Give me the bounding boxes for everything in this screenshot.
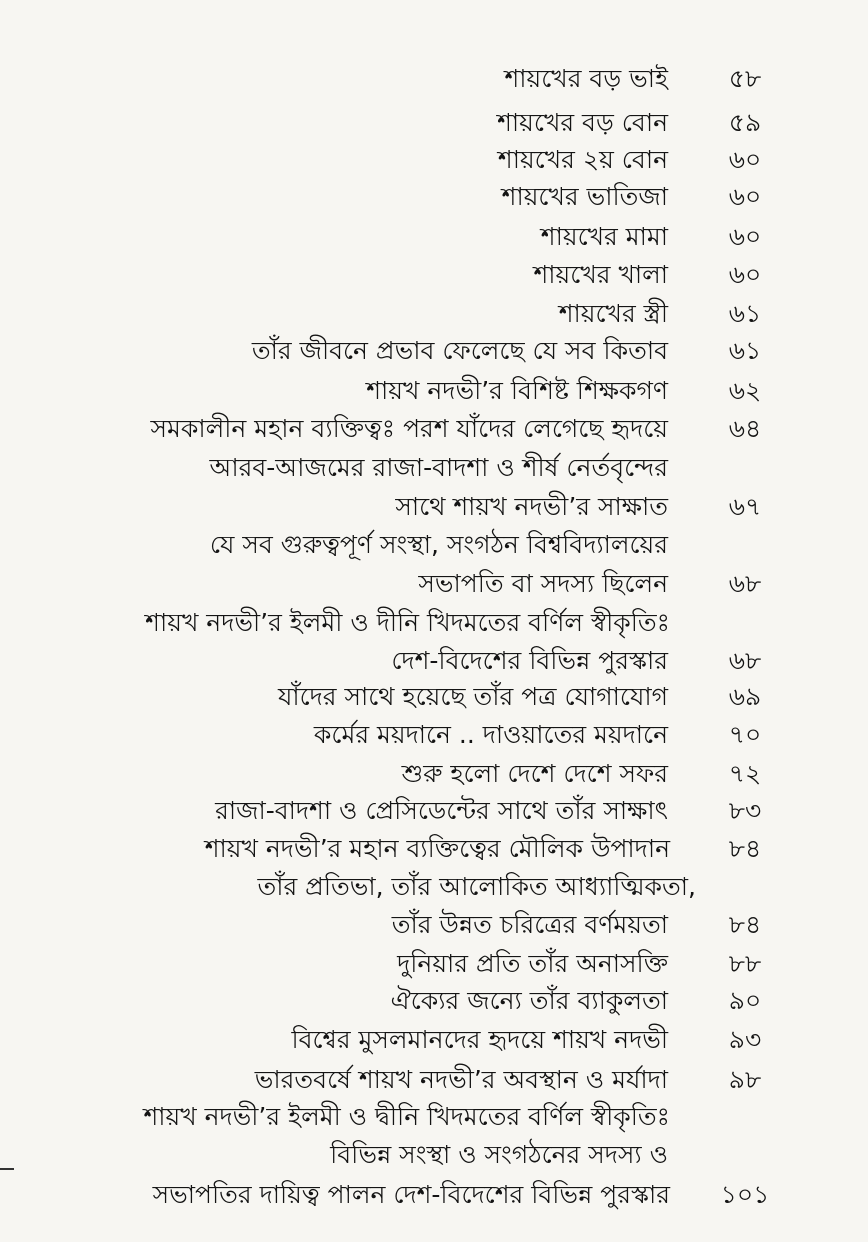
toc-row <box>0 1136 868 1173</box>
toc-title: সমকালীন মহান ব্যক্তিত্বঃ পরশ যাঁদের লেগেছে হৃদয়ে <box>150 414 668 443</box>
toc-page-number: ৬১ <box>728 336 762 365</box>
toc-row <box>0 792 868 829</box>
toc-title: আরব-আজমের রাজা-বাদশা ও শীর্ষ নের্তবৃন্দের <box>209 453 668 482</box>
toc-row <box>0 1098 868 1135</box>
toc-page-number: ৯৩ <box>728 1025 762 1054</box>
toc-page-number: ৫৮ <box>728 64 762 93</box>
toc-row <box>0 868 868 905</box>
toc-row <box>0 565 868 602</box>
toc-page-number: ৭০ <box>728 720 762 749</box>
toc-row <box>0 604 868 641</box>
toc-page-number: ৬৮ <box>728 646 762 675</box>
toc-page-number: ৯৮ <box>728 1065 762 1094</box>
toc-title: শায়খ নদভী’র ইলমী ও দীনি খিদমতের বর্ণিল স্বীকৃতিঃ <box>145 608 670 637</box>
toc-page-number: ৬১ <box>728 299 762 328</box>
toc-row <box>0 678 868 715</box>
toc-title: বিশ্বের মুসলমানদের হৃদয়ে শায়খ নদভী <box>291 1025 668 1054</box>
toc-row <box>0 1061 868 1098</box>
toc-page-number: ৬৮ <box>728 569 762 598</box>
toc-row <box>0 178 868 215</box>
toc-title: তাঁর জীবনে প্রভাব ফেলেছে যে সব কিতাব <box>251 336 668 365</box>
toc-page-number: ১০১ <box>720 1180 770 1209</box>
toc-row <box>0 716 868 753</box>
toc-title: শায়খ নদভী’র ইলমী ও দ্বীনি খিদমতের বর্ণিল স্বীকৃতিঃ <box>143 1102 670 1131</box>
toc-row <box>0 526 868 563</box>
toc-title: শায়খের বড় ভাই <box>504 64 668 93</box>
toc-title: সভাপতির দায়িত্ব পালন দেশ-বিদেশের বিভিন্ন পুরস্কার <box>152 1180 670 1209</box>
toc-row <box>0 410 868 447</box>
toc-row <box>0 488 868 525</box>
toc-page-number: ৬২ <box>728 376 762 405</box>
toc-page-number: ৬০ <box>728 260 762 289</box>
toc-page-number: ৮৮ <box>728 949 762 978</box>
toc-title: শায়খ নদভী’র মহান ব্যক্তিত্বের মৌলিক উপাদান <box>204 834 670 863</box>
toc-row <box>0 141 868 178</box>
toc-row <box>0 256 868 293</box>
toc-row <box>0 218 868 255</box>
toc-row <box>0 449 868 486</box>
toc-title: ঐক্যের জন্যে তাঁর ব্যাকুলতা <box>390 986 668 1015</box>
toc-row <box>0 104 868 141</box>
toc-title: দেশ-বিদেশের বিভিন্ন পুরস্কার <box>391 646 668 675</box>
toc-title: শায়খের ভাতিজা <box>501 182 668 211</box>
toc-page-number: ৮৪ <box>728 834 762 863</box>
toc-title: শায়খের খালা <box>533 260 668 289</box>
margin-mark <box>0 1168 14 1170</box>
toc-title: শায়খের ২য় বোন <box>497 145 668 174</box>
toc-title: দুনিয়ার প্রতি তাঁর অনাসক্তি <box>397 949 668 978</box>
toc-page-number: ৫৯ <box>728 108 762 137</box>
toc-title: যে সব গুরুত্বপূর্ণ সংস্থা, সংগঠন বিশ্ববিদ্যালয়ের <box>209 530 668 559</box>
toc-title: তাঁর প্রতিভা, তাঁর আলোকিত আধ্যাত্মিকতা, <box>257 872 696 901</box>
toc-row <box>0 945 868 982</box>
toc-page-number: ৮৩ <box>728 796 762 825</box>
toc-title: সভাপতি বা সদস্য ছিলেন <box>418 569 668 598</box>
toc-row <box>0 906 868 943</box>
toc-page-number: ৬৭ <box>728 492 762 521</box>
toc-title: তাঁর উন্নত চরিত্রের বর্ণময়তা <box>391 910 668 939</box>
toc-title: কর্মের ময়দানে .. দাওয়াতের ময়দানে <box>313 720 668 749</box>
toc-title: বিভিন্ন সংস্থা ও সংগঠনের সদস্য ও <box>330 1140 668 1169</box>
toc-row <box>0 982 868 1019</box>
toc-row <box>0 1176 868 1213</box>
toc-row <box>0 1021 868 1058</box>
toc-page-number: ৬৯ <box>728 682 762 711</box>
toc-page-number: ৯০ <box>728 986 762 1015</box>
toc-page-number: ৭২ <box>728 759 762 788</box>
toc-title: রাজা-বাদশা ও প্রেসিডেন্টের সাথে তাঁর সাক্ষাৎ <box>215 796 668 825</box>
toc-page-number: ৬০ <box>728 145 762 174</box>
toc-title: শায়খের মামা <box>540 222 668 251</box>
toc-title: শায়খ নদভী’র বিশিষ্ট শিক্ষকগণ <box>366 376 668 405</box>
toc-title: সাথে শায়খ নদভী’র সাক্ষাত <box>395 492 668 521</box>
toc-title: শায়খের স্ত্রী <box>558 299 668 328</box>
toc-row <box>0 372 868 409</box>
toc-page-number: ৬০ <box>728 222 762 251</box>
toc-row <box>0 332 868 369</box>
toc-row <box>0 60 868 97</box>
toc-row <box>0 830 868 867</box>
toc-page-number: ৬৪ <box>728 414 762 443</box>
toc-row <box>0 642 868 679</box>
toc-row <box>0 295 868 332</box>
toc-page-number: ৬০ <box>728 182 762 211</box>
toc-title: যাঁদের সাথে হয়েছে তাঁর পত্র যোগাযোগ <box>277 682 668 711</box>
toc-page-number: ৮৪ <box>728 910 762 939</box>
toc-title: শুরু হলো দেশে দেশে সফর <box>401 759 668 788</box>
toc-title: ভারতবর্ষে শায়খ নদভী’র অবস্থান ও মর্যাদা <box>254 1065 668 1094</box>
toc-row <box>0 755 868 792</box>
toc-title: শায়খের বড় বোন <box>497 108 668 137</box>
